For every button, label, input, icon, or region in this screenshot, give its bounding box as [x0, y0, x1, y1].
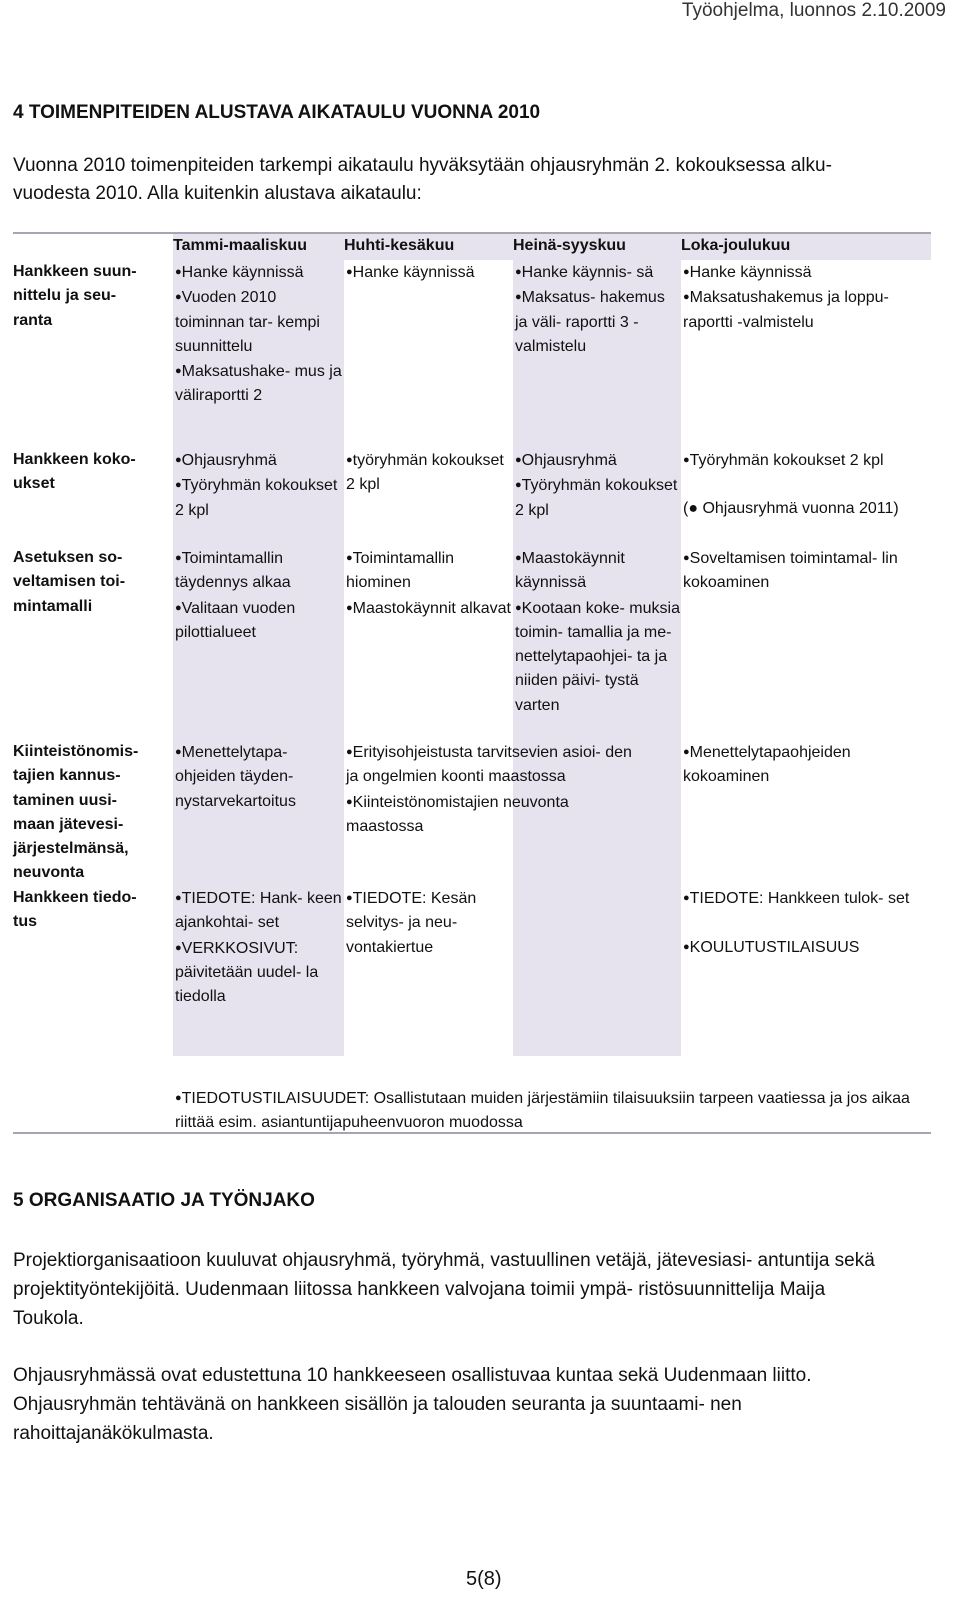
list-item: (● Ohjausryhmä vuonna 2011) — [683, 500, 899, 518]
column-header-q1: Tammi-maaliskuu — [173, 233, 344, 260]
schedule-row-communication — [13, 886, 931, 1056]
row-label-operating-model: Asetuksen so- veltamisen toi- mintamalli — [13, 549, 126, 615]
document-header: Työohjelma, luonnos 2.10.2009 — [681, 0, 946, 21]
column-header-q2: Huhti-kesäkuu — [344, 233, 513, 260]
list-item: ● Toimintamallin täydennys alkaa — [175, 546, 344, 596]
schedule-header-row — [13, 233, 931, 260]
list-item: ● Maksatushake- mus ja väliraportti 2 — [175, 359, 344, 409]
table-bottom-rule — [13, 1132, 931, 1134]
cell-owner-advice-q2-q3 — [344, 740, 681, 886]
list-item: ● TIEDOTE: Hankkeen tulok- set — [683, 886, 931, 911]
schedule-row-meetings — [13, 448, 931, 546]
list-item: ● Työryhmän kokoukset 2 kpl — [683, 448, 931, 473]
cell-communication-q3 — [513, 886, 681, 1056]
section-5-paragraph-2: Ohjausryhmässä ovat edustettuna 10 hankkeeseen osallistuvaa kuntaa sekä Uudenmaan liitto. Ohjausryhmän tehtävänä on hankkeen sisällön ja talouden seuranta ja suuntaami- nen rahoittajanäkökulmasta. — [13, 1365, 812, 1444]
intro-line-1: Vuonna 2010 toimenpiteiden tarkempi aikataulu hyväksytään ohjausryhmän 2. kokouksessa alku- — [13, 155, 832, 176]
cell-meetings-q1 — [173, 448, 344, 546]
list-item: ● Hanke käynnissä — [346, 260, 513, 285]
list-item: ● Erityisohjeistusta tarvitsevien asioi- den ja ongelmien koonti maastossa — [346, 740, 646, 790]
section-5-heading: 5 ORGANISAATIO JA TYÖNJAKO — [13, 1190, 315, 1211]
list-item: ● TIEDOTE: Kesän selvitys- ja neu- vontakiertue — [346, 886, 513, 960]
section-5-paragraph-1: Projektiorganisaatioon kuuluvat ohjausryhmä, työryhmä, vastuullinen vetäjä, jätevesiasi- antuntija sekä projektityöntekijöitä. Uudenmaan liitossa hankkeen valvojana toimii ympä- ristösuunnittelija Maija Toukola. — [13, 1250, 875, 1329]
row-spacer — [13, 430, 931, 448]
list-item: ● Maksatus- hakemus ja väli- raportti 3 - valmistelu — [515, 285, 681, 359]
schedule-footnote: ● TIEDOTUSTILAISUUDET: Osallistutaan muiden järjestämiin tilaisuuksiin tarpeen vaatiessa ja jos aikaa riittää esim. asiantuntijapuheenvuoron muodossa — [175, 1086, 935, 1135]
cell-communication-q1 — [173, 886, 344, 1056]
cell-operating-model-q3 — [513, 546, 681, 740]
list-item: ● Hanke käynnis- sä — [515, 260, 681, 285]
cell-operating-model-q2 — [344, 546, 513, 740]
list-item: ● Valitaan vuoden pilottialueet — [175, 596, 344, 646]
cell-planning-q4 — [681, 260, 931, 430]
list-item: ● Menettelytapa- ohjeiden täyden- nystarvekartoitus — [175, 740, 344, 814]
schedule-grid — [13, 232, 931, 1056]
list-item: ● KOULUTUSTILAISUUS — [683, 935, 931, 960]
list-item: ● Menettelytapaohjeiden kokoaminen — [683, 740, 931, 790]
cell-operating-model-q1 — [173, 546, 344, 740]
cell-owner-advice-q1 — [173, 740, 344, 886]
list-item: ● Soveltamisen toimintamal- lin kokoaminen — [683, 546, 931, 596]
list-item: ● Vuoden 2010 toiminnan tar- kempi suunnittelu — [175, 285, 344, 359]
column-header-q3: Heinä-syyskuu — [513, 233, 681, 260]
list-item: ● Hanke käynnissä — [175, 260, 344, 285]
cell-operating-model-q4 — [681, 546, 931, 740]
cell-communication-q2 — [344, 886, 513, 1056]
corner-cell — [13, 233, 173, 260]
list-item: ● Toimintamallin hiominen — [346, 546, 513, 596]
list-item: ● Kiinteistönomistajien neuvonta maastossa — [346, 790, 646, 840]
page-number: 5(8) — [466, 1568, 502, 1590]
cell-planning-q2 — [344, 260, 513, 430]
row-label-communication: Hankkeen tiedo- tus — [13, 889, 137, 931]
list-item: ● Ohjausryhmä — [175, 448, 344, 473]
row-label-planning: Hankkeen suun- nittelu ja seu- ranta — [13, 263, 137, 329]
list-item: ● TIEDOTE: Hank- keen ajankohtai- set — [175, 886, 344, 936]
list-item: ● Maksatushakemus ja loppu- raportti -valmistelu — [683, 285, 931, 335]
list-item: ● työryhmän kokoukset 2 kpl — [346, 448, 513, 498]
cell-planning-q3 — [513, 260, 681, 430]
list-item: ● Maastokäynnit käynnissä — [515, 546, 681, 596]
schedule-table — [13, 232, 931, 1056]
section-4-intro — [13, 152, 938, 208]
column-header-q4: Loka-joulukuu — [681, 233, 931, 260]
list-item: ● Työryhmän kokoukset 2 kpl — [175, 473, 344, 523]
cell-meetings-q2 — [344, 448, 513, 546]
list-item: ● Hanke käynnissä — [683, 260, 931, 285]
row-label-owner-advice: Kiinteistönomis- tajien kannus- taminen uusi- maan jätevesi- järjestelmänsä, neuvonta — [13, 743, 139, 882]
section-4-heading: 4 TOIMENPITEIDEN ALUSTAVA AIKATAULU VUONNA 2010 — [13, 102, 541, 123]
cell-owner-advice-q4 — [681, 740, 931, 886]
list-item: ● Ohjausryhmä — [515, 448, 681, 473]
row-label-meetings: Hankkeen koko- ukset — [13, 451, 136, 493]
schedule-row-operating-model — [13, 546, 931, 740]
schedule-row-planning — [13, 260, 931, 430]
list-item: ● Työryhmän kokoukset 2 kpl — [515, 473, 681, 523]
list-item: ● Kootaan koke- muksia toimin- tamallia ja me- nettelytapaohjei- ta ja niiden päivi- tystä varten — [515, 596, 681, 718]
schedule-row-owner-advice — [13, 740, 931, 886]
list-item: ● VERKKOSIVUT: päivitetään uudel- la tiedolla — [175, 936, 344, 1010]
cell-communication-q4 — [681, 886, 931, 1056]
cell-meetings-q3 — [513, 448, 681, 546]
intro-line-2: vuodesta 2010. Alla kuitenkin alustava aikataulu: — [13, 183, 422, 204]
list-item: ● Maastokäynnit alkavat — [346, 596, 513, 621]
cell-planning-q1 — [173, 260, 344, 430]
cell-meetings-q4 — [681, 448, 931, 546]
